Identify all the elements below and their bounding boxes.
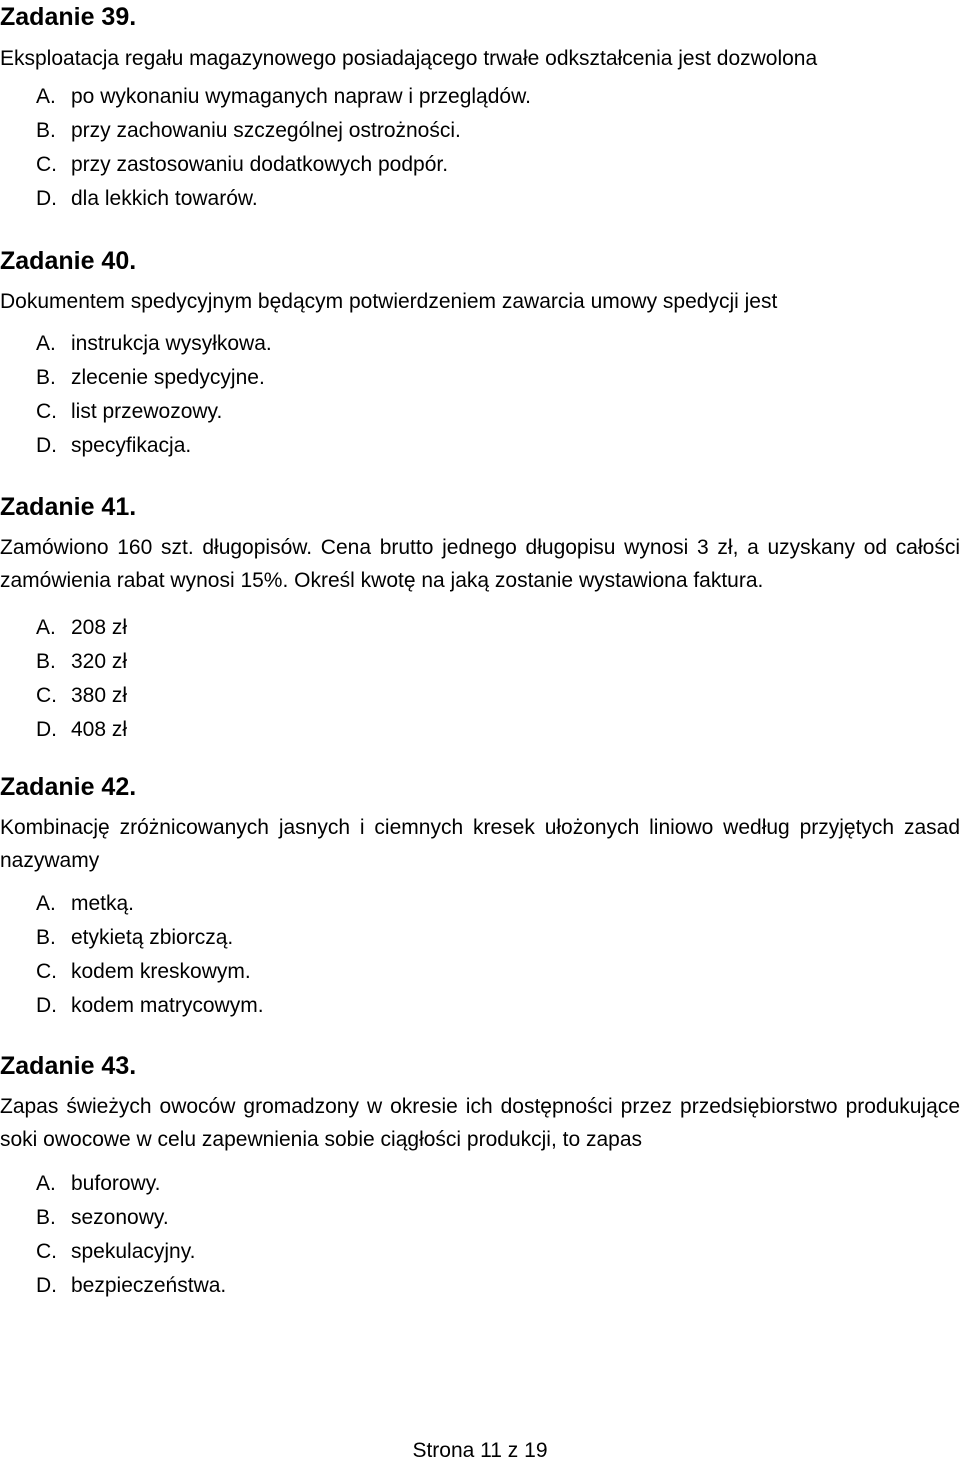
answer-option-a[interactable] (36, 887, 960, 921)
task-title: Zadanie 42. (0, 773, 137, 801)
answer-option-d[interactable] (36, 182, 960, 216)
task-question: Zapas świeżych owoców gromadzony w okresie ich dostępności przez przedsiębiorstwo produkujące soki owocowe w celu zapewnienia sobie ciągłości produkcji, to zapas (0, 1095, 960, 1151)
task-42 (0, 772, 960, 1023)
answer-option-a[interactable] (36, 80, 960, 114)
option-letter: D. (36, 994, 57, 1017)
option-text: 320 zł (71, 650, 128, 673)
option-letter: A. (36, 332, 56, 355)
option-letter: B. (36, 1206, 56, 1229)
option-text: etykietą zbiorczą. (71, 926, 234, 949)
answer-option-c[interactable] (36, 955, 960, 989)
task-title: Zadanie 43. (0, 1052, 137, 1080)
option-letter: C. (36, 1240, 57, 1263)
option-text: buforowy. (71, 1172, 161, 1195)
option-text: zlecenie spedycyjne. (71, 366, 265, 389)
task-39 (0, 2, 960, 216)
answer-option-a[interactable] (36, 1167, 960, 1201)
option-text: 380 zł (71, 684, 128, 707)
option-text: po wykonaniu wymaganych napraw i przeglądów. (71, 85, 531, 108)
option-text: 408 zł (71, 718, 128, 741)
page-number: Strona 11 z 19 (412, 1439, 548, 1462)
task-41 (0, 492, 960, 747)
task-40 (0, 246, 960, 463)
answer-option-a[interactable] (36, 611, 960, 645)
option-text: spekulacyjny. (71, 1240, 196, 1263)
answer-option-b[interactable] (36, 921, 960, 955)
option-text: 208 zł (71, 616, 128, 639)
answer-options (0, 80, 960, 216)
option-text: dla lekkich towarów. (71, 187, 258, 210)
option-letter: C. (36, 400, 57, 423)
answer-option-d[interactable] (36, 713, 960, 747)
option-text: sezonowy. (71, 1206, 169, 1229)
task-question: Dokumentem spedycyjnym będącym potwierdzeniem zawarcia umowy spedycji jest (0, 290, 778, 313)
answer-option-b[interactable] (36, 1201, 960, 1235)
option-letter: D. (36, 434, 57, 457)
task-43 (0, 1051, 960, 1303)
option-letter: A. (36, 1172, 56, 1195)
option-letter: B. (36, 119, 56, 142)
answer-option-b[interactable] (36, 361, 960, 395)
option-letter: D. (36, 718, 57, 741)
option-text: specyfikacja. (71, 434, 192, 457)
option-text: instrukcja wysyłkowa. (71, 332, 272, 355)
option-letter: D. (36, 187, 57, 210)
option-letter: D. (36, 1274, 57, 1297)
task-title: Zadanie 41. (0, 493, 137, 521)
answer-options (0, 327, 960, 463)
option-text: bezpieczeństwa. (71, 1274, 227, 1297)
answer-option-d[interactable] (36, 1269, 960, 1303)
task-question: Kombinację zróżnicowanych jasnych i ciemnych kresek ułożonych liniowo według przyjętych zasad nazywamy (0, 816, 960, 872)
option-letter: A. (36, 616, 56, 639)
option-letter: A. (36, 85, 56, 108)
answer-options (0, 887, 960, 1023)
option-text: list przewozowy. (71, 400, 223, 423)
option-letter: C. (36, 960, 57, 983)
option-text: przy zastosowaniu dodatkowych podpór. (71, 153, 449, 176)
option-letter: A. (36, 892, 56, 915)
option-text: kodem kreskowym. (71, 960, 251, 983)
answer-option-a[interactable] (36, 327, 960, 361)
answer-option-c[interactable] (36, 395, 960, 429)
answer-option-c[interactable] (36, 679, 960, 713)
task-title: Zadanie 39. (0, 3, 137, 31)
option-text: przy zachowaniu szczególnej ostrożności. (71, 119, 461, 142)
answer-options (0, 611, 960, 747)
option-letter: C. (36, 684, 57, 707)
task-question: Eksploatacja regału magazynowego posiadającego trwałe odkształcenia jest dozwolona (0, 47, 818, 70)
option-text: kodem matrycowym. (71, 994, 264, 1017)
task-question: Zamówiono 160 szt. długopisów. Cena brutto jednego długopisu wynosi 3 zł, a uzyskany od całości zamówienia rabat wynosi 15%. Określ kwotę na jaką zostanie wystawiona faktura. (0, 536, 960, 592)
task-title: Zadanie 40. (0, 247, 137, 275)
answer-options (0, 1167, 960, 1303)
answer-option-d[interactable] (36, 989, 960, 1023)
option-text: metką. (71, 892, 135, 915)
answer-option-c[interactable] (36, 1235, 960, 1269)
answer-option-b[interactable] (36, 645, 960, 679)
option-letter: B. (36, 366, 56, 389)
answer-option-d[interactable] (36, 429, 960, 463)
answer-option-b[interactable] (36, 114, 960, 148)
option-letter: C. (36, 153, 57, 176)
option-letter: B. (36, 650, 56, 673)
option-letter: B. (36, 926, 56, 949)
answer-option-c[interactable] (36, 148, 960, 182)
